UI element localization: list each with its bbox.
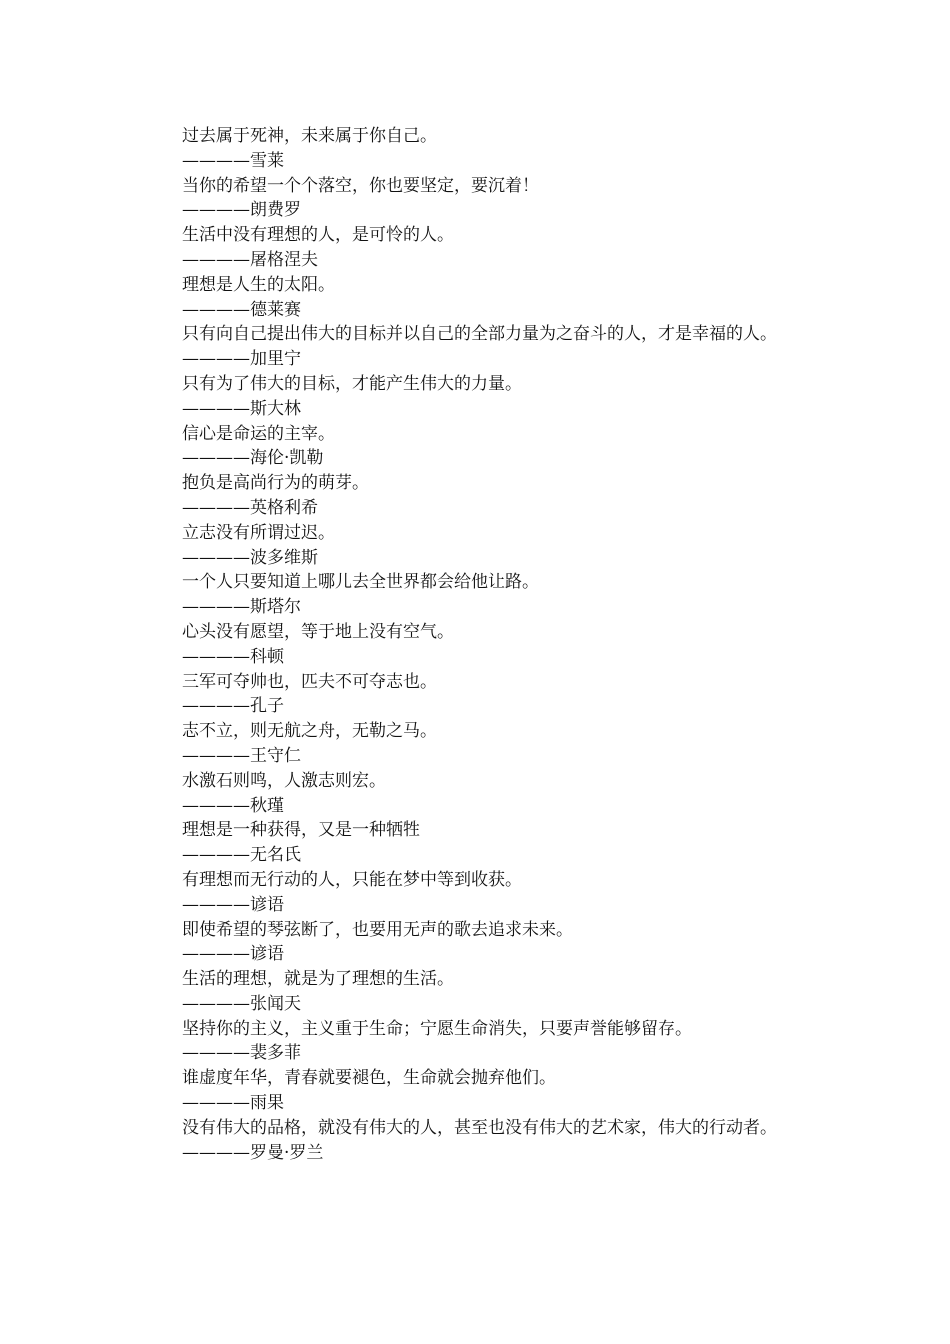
quote-author: ————裴多菲	[182, 1043, 301, 1064]
quote-list	[146, 124, 808, 1165]
quote-author: ————斯塔尔	[182, 597, 301, 618]
quote-author: ————无名氏	[182, 845, 301, 866]
quote-author: ————英格利希	[182, 497, 318, 518]
quote-author: ————波多维斯	[182, 547, 318, 568]
quote-text: 心头没有愿望，等于地上没有空气。	[182, 621, 454, 642]
quote-author: ————王守仁	[182, 745, 301, 766]
quote-author: ————罗曼·罗兰	[182, 1142, 324, 1163]
quote-text: 生活的理想，就是为了理想的生活。	[182, 969, 454, 990]
quote-author: ————谚语	[182, 894, 284, 915]
quote-text: 有理想而无行动的人，只能在梦中等到收获。	[182, 869, 522, 890]
quote-author: ————张闻天	[182, 993, 301, 1014]
quote-text: 水激石则鸣，人激志则宏。	[182, 770, 386, 791]
quote-author: ————斯大林	[182, 398, 301, 419]
quote-author: ————孔子	[182, 696, 284, 717]
quote-author: ————科顿	[182, 646, 284, 667]
quote-text: 抱负是高尚行为的萌芽。	[182, 473, 369, 494]
quote-author: ————加里宁	[182, 349, 301, 370]
quote-text: 理想是一种获得，又是一种牺牲	[182, 820, 420, 841]
quote-author: ————谚语	[182, 944, 284, 965]
quote-author: ————德莱赛	[182, 299, 301, 320]
quote-author: ————雪莱	[182, 150, 284, 171]
quote-text: 谁虚度年华，青春就要褪色，生命就会抛弃他们。	[182, 1068, 556, 1089]
quote-text: 坚持你的主义，主义重于生命；宁愿生命消失，只要声誉能够留存。	[182, 1018, 692, 1039]
quote-text: 生活中没有理想的人，是可怜的人。	[182, 225, 454, 246]
quote-text: 只有向自己提出伟大的目标并以自己的全部力量为之奋斗的人，才是幸福的人。	[182, 324, 777, 345]
quote-author: ————雨果	[182, 1093, 284, 1114]
quote-text: 过去属于死神，未来属于你自己。	[182, 126, 437, 146]
quote-text: 没有伟大的品格，就没有伟大的人，甚至也没有伟大的艺术家，伟大的行动者。	[182, 1117, 777, 1138]
quote-author: ————秋瑾	[182, 795, 284, 816]
quote-author: ————朗费罗	[182, 200, 301, 221]
quote-text: 理想是人生的太阳。	[182, 274, 335, 295]
quote-text: 当你的希望一个个落空，你也要坚定，要沉着！	[182, 175, 539, 196]
quote-text: 即使希望的琴弦断了，也要用无声的歌去追求未来。	[182, 919, 573, 940]
quote-text: 立志没有所谓过迟。	[182, 522, 335, 543]
quote-text: 三军可夺帅也，匹夫不可夺志也。	[182, 671, 437, 692]
quote-author: ————屠格涅夫	[182, 249, 318, 270]
quote-text: 志不立，则无航之舟，无勒之马。	[182, 721, 437, 742]
quote-text: 一个人只要知道上哪儿去全世界都会给他让路。	[182, 572, 539, 593]
quote-text: 信心是命运的主宰。	[182, 423, 335, 444]
quote-text: 只有为了伟大的目标，才能产生伟大的力量。	[182, 373, 522, 394]
quote-author: ————海伦·凯勒	[182, 448, 324, 469]
